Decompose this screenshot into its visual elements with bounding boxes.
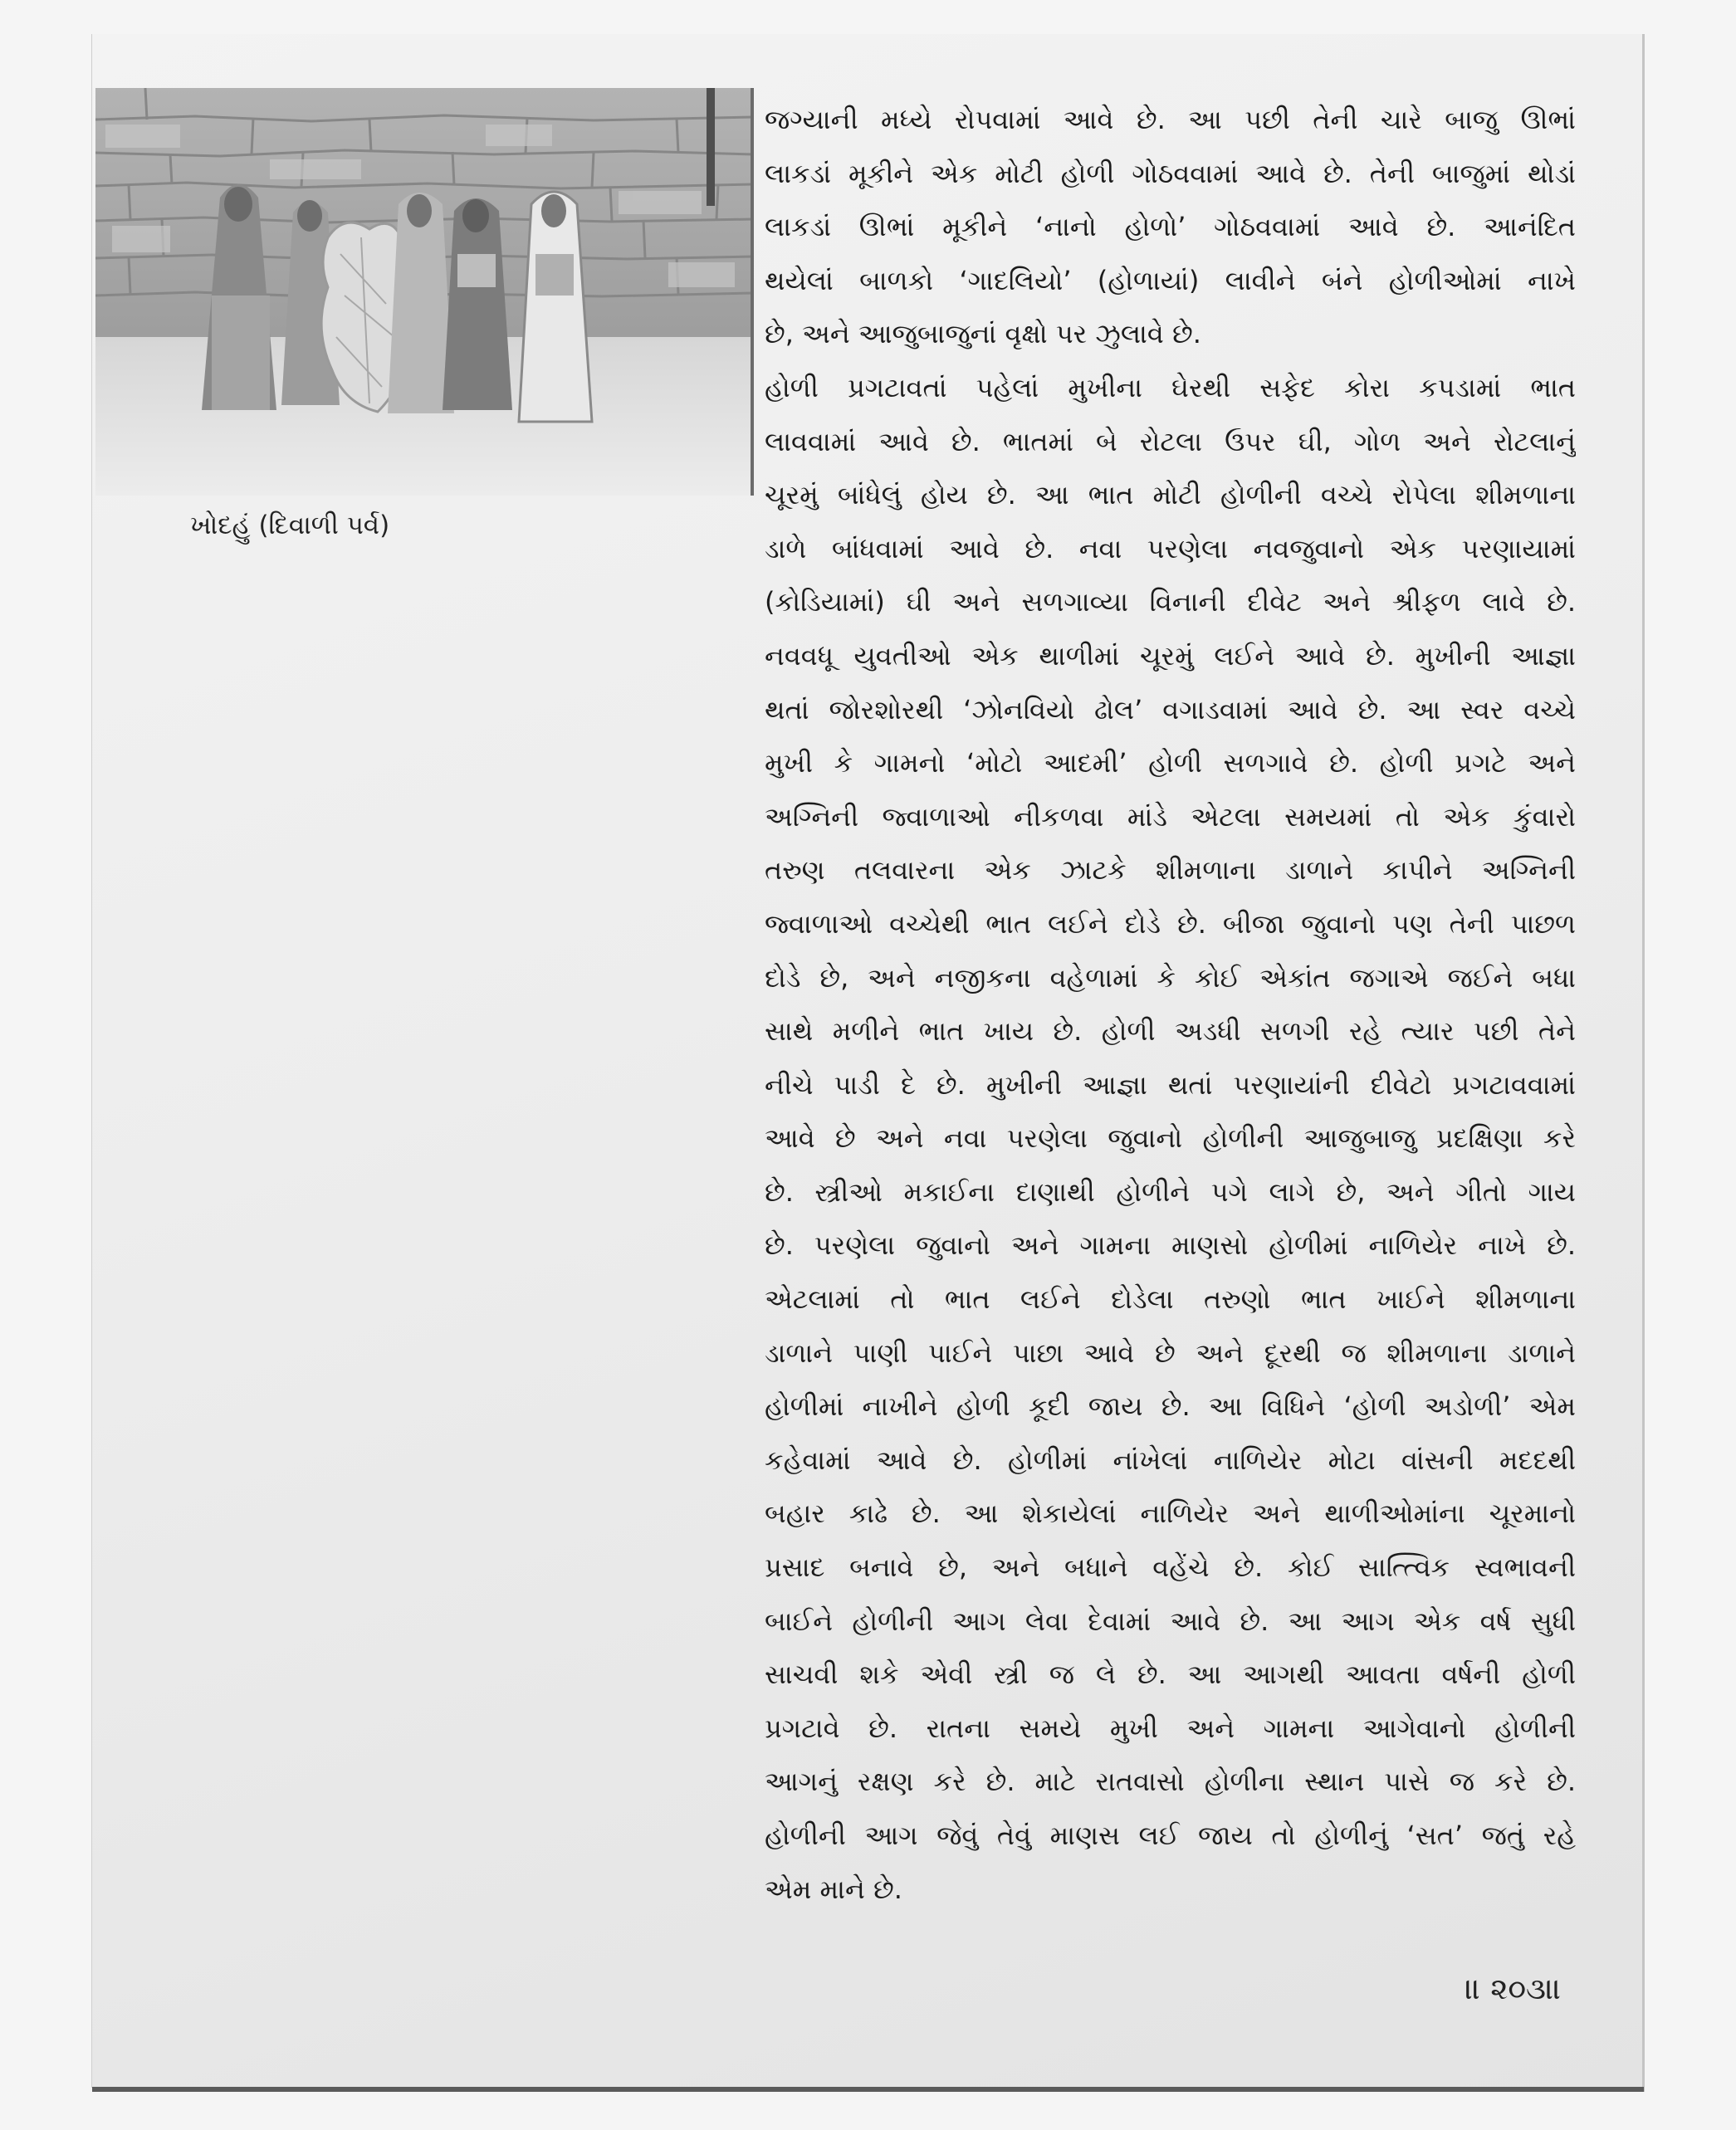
text-line: ડાળાને પાણી પાઈને પાછા આવે છે અને દૂરથી જ શીમળાના ડાળાને <box>765 1336 1576 1369</box>
text-line: સાચવી શકે એવી સ્ત્રી જ લે છે. આ આગથી આવતા વર્ષની હોળી <box>765 1659 1576 1691</box>
text-line: બહાર કાઢે છે. આ શેકાયેલાં નાળિયેર અને થાળીઓમાંના ચૂરમાનો <box>765 1497 1576 1530</box>
text-line: હોળીની આગ જેવું તેવું માણસ લઈ જાય તો હોળીનું ‘સત’ જતું રહે <box>765 1820 1576 1851</box>
text-line: પ્રગટાવે છે. રાતના સમયે મુખી અને ગામના આગેવાનો હોળીની <box>765 1712 1576 1744</box>
text-line: એમ માને છે. <box>765 1873 902 1905</box>
text-line: નવવધૂ યુવતીઓ એક થાળીમાં ચૂરમું લઈને આવે છે. મુખીની આજ્ઞા <box>765 639 1576 672</box>
wooden-pole <box>707 88 715 206</box>
body-text <box>765 93 1576 1916</box>
text-line: જ્વાળાઓ વચ્ચેથી ભાત લઈને દોડે છે. બીજા જુવાનો પણ તેની પાછળ <box>765 907 1576 940</box>
text-line: આગનું રક્ષણ કરે છે. માટે રાતવાસો હોળીના સ્થાન પાસે જ કરે છે. <box>765 1766 1576 1798</box>
text-line: જગ્યાની મધ્યે રોપવામાં આવે છે. આ પછી તેની ચારે બાજુ ઊભાં <box>765 104 1576 135</box>
text-line: દોડે છે, અને નજીકના વહેળામાં કે કોઈ એકાંત જગાએ જઈને બધા <box>765 961 1576 994</box>
text-line: લાવવામાં આવે છે. ભાતમાં બે રોટલા ઉપર ઘી, ગોળ અને રોટલાનું <box>765 425 1576 457</box>
text-line: હોળીમાં નાખીને હોળી કૂદી જાય છે. આ વિધિને ‘હોળી અડોળી’ એમ <box>765 1390 1576 1423</box>
photo <box>95 88 754 496</box>
text-line: આવે છે અને નવા પરણેલા જુવાનો હોળીની આજુબાજુ પ્રદક્ષિણા કરે <box>765 1122 1576 1155</box>
text-line: મુખી કે ગામનો ‘મોટો આદમી’ હોળી સળગાવે છે. હોળી પ્રગટે અને <box>765 747 1576 779</box>
text-line: બાઈને હોળીની આગ લેવા દેવામાં આવે છે. આ આગ એક વર્ષ સુધી <box>765 1605 1576 1637</box>
text-line: લાકડાં ઊભાં મૂકીને ‘નાનો હોળો’ ગોઠવવામાં આવે છે. આનંદિત <box>765 211 1576 243</box>
text-line: ડાળે બાંધવામાં આવે છે. નવા પરણેલા નવજુવાનો એક પરણાયામાં <box>765 532 1576 564</box>
text-line: હોળી પ્રગટાવતાં પહેલાં મુખીના ઘેરથી સફેદ કોરા કપડામાં ભાત <box>765 371 1576 403</box>
photo-edge <box>751 88 754 496</box>
text-line: નીચે પાડી દે છે. મુખીની આજ્ઞા થતાં પરણાયાંની દીવેટો પ્રગટાવવામાં <box>765 1068 1576 1101</box>
text-line: છે. સ્ત્રીઓ મકાઈના દાણાથી હોળીને પગે લાગે છે, અને ગીતો ગાય <box>765 1175 1576 1208</box>
text-line: પ્રસાદ બનાવે છે, અને બધાને વહેંચે છે. કોઈ સાત્ત્વિક સ્વભાવની <box>765 1551 1576 1584</box>
text-line: એટલામાં તો ભાત લઈને દોડેલા તરુણો ભાત ખાઈને શીમળાના <box>765 1283 1576 1316</box>
page-right-edge <box>1642 34 1645 2092</box>
text-line: થતાં જોરશોરથી ‘ઝોનવિયો ઢોલ’ વગાડવામાં આવે છે. આ સ્વર વચ્ચે <box>765 693 1576 725</box>
text-line: (કોડિયામાં) ઘી અને સળગાવ્યા વિનાની દીવેટ અને શ્રીફળ લાવે છે. <box>765 586 1576 618</box>
text-line: છે, અને આજુબાજુનાં વૃક્ષો પર ઝુલાવે છે. <box>765 318 1201 350</box>
photo-image <box>95 88 754 496</box>
text-line: અગ્નિની જ્વાળાઓ નીકળવા માંડે એટલા સમયમાં તો એક કુંવારો <box>765 800 1576 833</box>
page-number: ॥ ૨૦૩॥ <box>1465 1972 1562 2006</box>
text-line: થયેલાં બાળકો ‘ગાદલિયો’ (હોળાયાં) લાવીને બંને હોળીઓમાં નાખે <box>765 264 1576 296</box>
text-line: સાથે મળીને ભાત ખાય છે. હોળી અડધી સળગી રહે ત્યાર પછી તેને <box>765 1015 1576 1048</box>
text-line: કહેવામાં આવે છે. હોળીમાં નાંખેલાં નાળિયેર મોટા વાંસની મદદથી <box>765 1444 1576 1476</box>
page-bottom-edge <box>92 2087 1644 2092</box>
text-line: છે. પરણેલા જુવાનો અને ગામના માણસો હોળીમાં નાળિયેર નાખે છે. <box>765 1229 1576 1262</box>
text-line: લાકડાં મૂકીને એક મોટી હોળી ગોઠવવામાં આવે છે. તેની બાજુમાં થોડાં <box>765 157 1576 189</box>
text-line: ચૂરમું બાંધેલું હોય છે. આ ભાત મોટી હોળીની વચ્ચે રોપેલા શીમળાના <box>765 479 1576 511</box>
text-line: તરુણ તલવારના એક ઝાટકે શીમળાના ડાળાને કાપીને અગ્નિની <box>765 854 1576 887</box>
photo-caption: ખોદહું (દિવાળી પર્વ) <box>190 511 390 540</box>
